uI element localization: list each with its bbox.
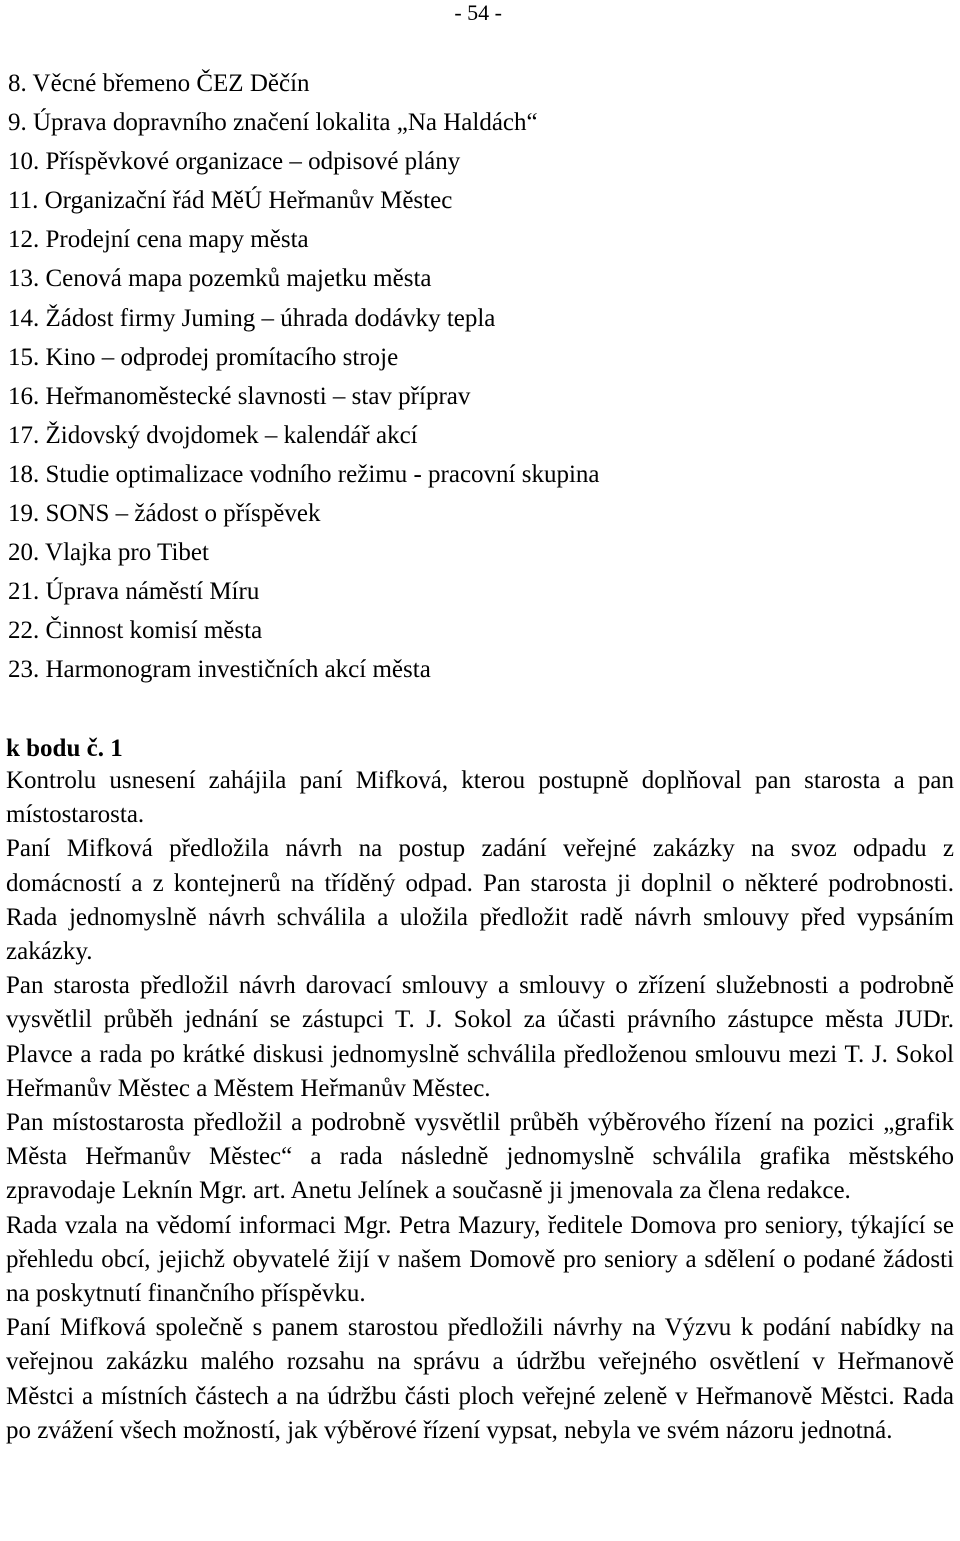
paragraph: Pan starosta předložil návrh darovací smlouvy a smlouvy o zřízení služebnosti a podrobně vysvětlil průběh jednání se zástupci T. J. Sokol za účasti právního zástupce města JUDr. Plavce a rada po krátké diskusi jednomyslně schválila předloženou smlouvu mezi T. J. Sokol Heřmanův Městec a Městem Heřmanův Městec.	[6, 972, 954, 1102]
agenda-item: 16. Heřmanoměstecké slavnosti – stav příprav	[8, 382, 471, 410]
agenda-item: 8. Věcné břemeno ČEZ Děčín	[8, 70, 310, 97]
agenda-item: 17. Židovský dvojdomek – kalendář akcí	[8, 421, 418, 449]
agenda-item: 23. Harmonogram investičních akcí města	[8, 656, 431, 684]
paragraph: Rada vzala na vědomí informaci Mgr. Petra Mazury, ředitele Domova pro seniory, týkající se přehledu obcí, jejichž obyvatelé žijí v našem Domově pro seniory a sdělení o podané žádosti na poskytnutí finančního příspěvku.	[6, 1211, 954, 1308]
agenda-item: 21. Úprava náměstí Míru	[8, 578, 260, 606]
agenda-item: 20. Vlajka pro Tibet	[8, 539, 209, 567]
agenda-list	[8, 64, 954, 690]
agenda-item: 12. Prodejní cena mapy města	[8, 226, 309, 254]
paragraph: Paní Mifková předložila návrh na postup zadání veřejné zakázky na svoz odpadu z domácností a z kontejnerů na tříděný odpad. Pan starosta ji doplnil o některé podrobnosti. Rada jednomyslně návrh schválila a uložila předložit radě návrh smlouvy před vypsáním zakázky.	[6, 835, 954, 966]
page-number: - 54 -	[454, 0, 502, 25]
agenda-item: 9. Úprava dopravního značení lokalita „Na Haldách“	[8, 109, 538, 137]
agenda-item: 15. Kino – odprodej promítacího stroje	[8, 343, 399, 371]
section-heading: k bodu č. 1	[6, 735, 123, 762]
agenda-item: 14. Žádost firmy Juming – úhrada dodávky tepla	[8, 304, 496, 332]
agenda-item: 19. SONS – žádost o příspěvek	[8, 500, 321, 528]
agenda-item: 10. Příspěvkové organizace – odpisové plány	[8, 148, 461, 176]
paragraph: Paní Mifková společně s panem starostou předložili návrhy na Výzvu k podání nabídky na veřejnou zakázku malého rozsahu na správu a údržbu veřejného osvětlení v Heřmanově Městci a místních částech a na údržbu části ploch veřejné zeleně v Heřmanově Městci. Rada po zvážení všech možností, jak výběrové řízení vypsat, nebyla ve svém názoru jednotná.	[6, 1314, 954, 1444]
agenda-item: 13. Cenová mapa pozemků majetku města	[8, 265, 432, 293]
minutes-body	[6, 764, 954, 1448]
agenda-item: 11. Organizační řád MěÚ Heřmanův Městec	[8, 187, 453, 215]
paragraph: Pan místostarosta předložil a podrobně vysvětlil průběh výběrového řízení na pozici „grafik Města Heřmanův Městec“ a rada následně jednomyslně schválila grafika městského zpravodaje Leknín Mgr. art. Anetu Jelínek a současně ji jmenovala za člena redakce.	[6, 1109, 954, 1205]
agenda-item: 18. Studie optimalizace vodního režimu - pracovní skupina	[8, 460, 600, 488]
agenda-item: 22. Činnost komisí města	[8, 617, 263, 645]
paragraph: Kontrolu usnesení zahájila paní Mifková, kterou postupně doplňoval pan starosta a pan místostarosta.	[6, 767, 954, 829]
